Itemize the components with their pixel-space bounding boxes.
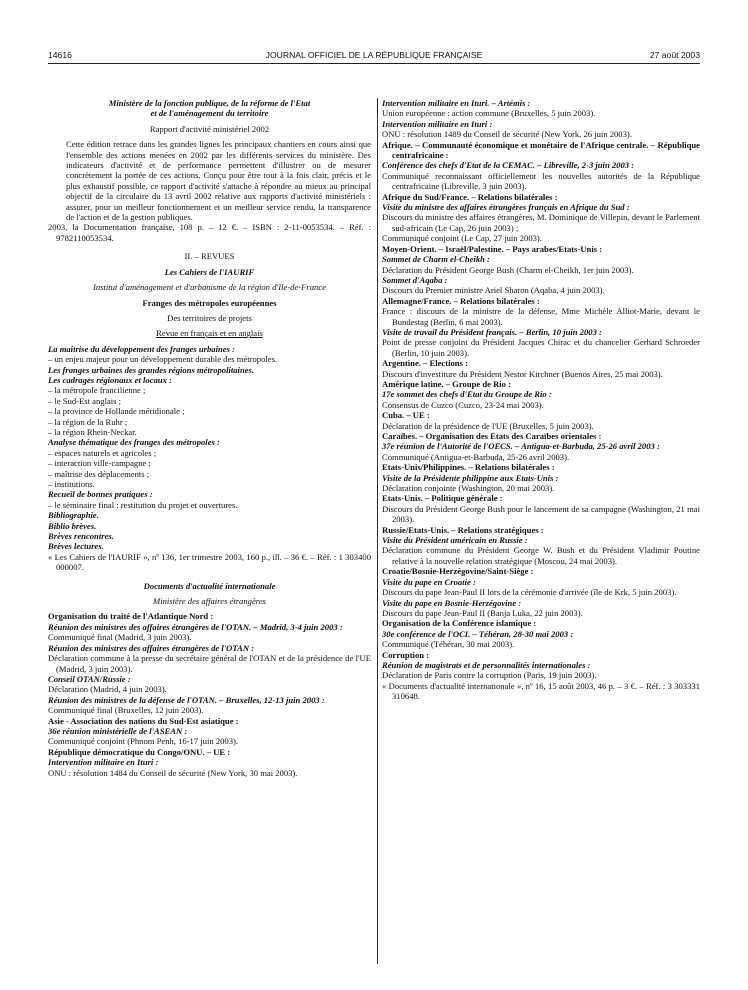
section-title: La maîtrise du développement des franges urbaines : bbox=[48, 343, 235, 354]
column-divider bbox=[377, 98, 378, 964]
entry-item: Consensus de Cuzco (Cuzco, 23-24 mai 2003). bbox=[382, 399, 544, 410]
ministry-heading: Ministère de la fonction publique, de la réforme de l'Etat et de l'aménagement du territoire bbox=[108, 98, 311, 119]
org-heading: Organisation de la Conférence islamique : bbox=[382, 618, 537, 629]
entry-title: Conseil OTAN/Russie : bbox=[48, 673, 131, 684]
entry-item: Communiqué reconnaissant officiellement les nouvelles autorités de la République centrafricaine (Libreville, 3 juin 2003). bbox=[382, 170, 700, 192]
biblio-breves-label: Biblio brèves. bbox=[48, 520, 97, 531]
docs-reference: « Documents d'actualité internationale », nº 16, 15 août 2003, 46 p. – 3 €. – Réf. : 3 303331 310648. bbox=[382, 680, 700, 702]
institute-name: Institut d'aménagement et d'urbanisme de la région d'Ile-de-France bbox=[93, 282, 326, 293]
org-heading: Asie - Association des nations du Sud-Est asiatique : bbox=[48, 715, 239, 726]
list-item: – espaces naturels et agricoles ; bbox=[48, 447, 157, 458]
org-heading: Cuba. – UE : bbox=[382, 410, 430, 421]
ministry-foreign-affairs: Ministère des affaires étrangères bbox=[153, 596, 266, 607]
list-item: – interaction ville-campagne ; bbox=[48, 458, 151, 469]
org-heading: Afrique. – Communauté économique et monétaire de l'Afrique centrale. – République centrafricaine : bbox=[382, 139, 700, 161]
entry-item: Communiqué (Antigua-et-Barbuda, 25-26 avril 2003). bbox=[382, 451, 570, 462]
entry-title: Conférence des chefs d'Etat de la CEMAC. – Libreville, 2-3 juin 2003 : bbox=[382, 160, 635, 171]
org-heading: Caraïbes. – Organisation des Etats des Caraïbes orientales : bbox=[382, 431, 602, 441]
entry-item: Union européenne : action commune (Bruxelles, 5 juin 2003). bbox=[382, 108, 596, 119]
list-item: – la région Rhein-Neckar. bbox=[48, 426, 137, 437]
entry-title: Réunion des ministres de la défense de l'OTAN. – Bruxelles, 12-13 juin 2003 : bbox=[48, 694, 325, 705]
list-item: – un enjeu majeur pour un développement durable des métropoles. bbox=[48, 354, 278, 365]
entry-item: Point de presse conjoint du Président Jacques Chirac et du chancelier Gerhard Schroeder (Berlin, 10 juin 2003). bbox=[382, 337, 700, 358]
entry-item: Communiqué final (Madrid, 3 juin 2003). bbox=[48, 632, 192, 643]
entry-item: Discours d'investiture du Président Nestor Kirchner (Buenos Aires, 25 mai 2003). bbox=[382, 368, 663, 379]
franges-title: Franges des métropoles européennes bbox=[142, 297, 277, 308]
org-heading: Allemagne/France. – Relations bilatérales : bbox=[382, 295, 540, 306]
list-item: – institutions. bbox=[48, 479, 95, 489]
entry-title: 30e conférence de l'OCI. – Téhéran, 28-30 mai 2003 : bbox=[382, 628, 574, 639]
entry-item: Déclaration conjointe (Washington, 20 mai 2003). bbox=[382, 483, 555, 494]
report-reference: 2003, la Documentation française, 108 p. – 12 €. – ISBN : 2-11-0053534. – Réf. : 9782110053534. bbox=[48, 222, 371, 243]
list-item: – la province de Hollande méridionale ; bbox=[48, 406, 185, 417]
entry-title: 37e réunion de l'Autorité de l'OECS. – Antigua-et-Barbuda, 25-26 avril 2003 : bbox=[382, 441, 660, 452]
entry-title: Intervention militaire en Ituri : bbox=[382, 118, 493, 129]
entry-item: ONU : résolution 1484 du Conseil de sécurité (New York, 30 mai 2003). bbox=[48, 767, 298, 778]
list-item: – la métropole francilienne ; bbox=[48, 385, 146, 396]
entry-title: Réunion des ministres des affaires étrangères de l'OTAN. – Madrid, 3-4 juin 2003 : bbox=[48, 621, 343, 632]
publication-date: 27 août 2003 bbox=[649, 50, 700, 60]
entry-title: Visite de la Présidente philippine aux Etats-Unis : bbox=[382, 472, 559, 483]
entry-item: Discours du Premier ministre Ariel Sharon (Aqaba, 4 juin 2003). bbox=[382, 285, 605, 296]
org-heading: Argentine. – Elections : bbox=[382, 358, 468, 369]
list-item: – le séminaire final : restitution du projet et ouvertures. bbox=[48, 499, 238, 510]
org-heading: Etats-Unis/Philippines. – Relations bilatérales : bbox=[382, 462, 555, 473]
report-title: Rapport d'activité ministériel 2002 bbox=[149, 123, 270, 134]
entry-title: Visite du ministre des affaires étrangères français en Afrique du Sud : bbox=[382, 202, 630, 213]
list-item: – maîtrise des déplacements ; bbox=[48, 468, 150, 479]
entry-item: Discours du pape Jean-Paul II lors de la cérémonie d'arrivée (île de Krk, 5 juin 2003). bbox=[382, 587, 677, 598]
journal-title: JOURNAL OFFICIEL DE LA RÉPUBLIQUE FRANÇAISE bbox=[265, 50, 483, 60]
entry-title: Réunion des ministres des affaires étrangères de l'OTAN : bbox=[48, 642, 255, 653]
entry-item: Déclaration commune du Président George W. Bush et du Président Vladimir Poutine relative à la nouvelle relation stratégique (Moscou, 24 mai 2003). bbox=[382, 545, 700, 566]
entry-item: Déclaration commune à la presse du secrétaire général de l'OTAN et de la présidence de l'UE (Madrid, 3 juin 2003). bbox=[48, 653, 371, 674]
page-header bbox=[48, 50, 700, 64]
page-number: 14616 bbox=[48, 50, 72, 60]
list-item: – la région de la Ruhr ; bbox=[48, 416, 128, 427]
header-rule bbox=[48, 63, 700, 64]
entry-item: Déclaration du Président George Bush (Charm el-Cheikh, 1er juin 2003). bbox=[382, 264, 634, 275]
report-description: Cette édition retrace dans les grandes lignes les principaux chantiers en cours ainsi que l'ensemble des actions menées en 2002 par les différents services du ministère. Des indicateurs d'activité et de performance permettent d'illustrer ou de mesurer concrètement la portée de ces actions. Conçu pour être tout à la fois clair, précis et le plus exhaustif possible, ce rapport d'activité s'attache à répondre au mieux au principal objectif de la circulaire du 13 avril 2002 relative aux rapports d'activité ministériels : assurer, pour un meilleur fonctionnement et un meilleur service rendu, la transparence de l'action et de la gestion publiques. bbox=[66, 139, 371, 223]
entry-item: Communiqué final (Bruxelles, 12 juin 2003). bbox=[48, 705, 204, 716]
list-item: – le Sud-Est anglais ; bbox=[48, 395, 122, 406]
entry-item: Déclaration de Paris contre la corruption (Paris, 19 juin 2003). bbox=[382, 670, 597, 681]
cahiers-title: Les Cahiers de l'IAURIF bbox=[164, 266, 255, 277]
entry-item: Déclaration de la présidence de l'UE (Bruxelles, 5 juin 2003). bbox=[382, 420, 594, 431]
entry-title: Intervention militaire en Ituri : bbox=[48, 757, 159, 768]
entry-item: Discours du Président George Bush pour le lancement de sa campagne (Washington, 21 mai 2003). bbox=[382, 503, 700, 525]
org-heading: Corruption : bbox=[382, 649, 430, 660]
org-heading: République démocratique du Congo/ONU. – UE : bbox=[48, 746, 231, 757]
section-title: Les cadrages régionaux et locaux : bbox=[48, 374, 172, 385]
right-column bbox=[382, 98, 700, 702]
entry-title: Intervention militaire en Ituri. – Artémis : bbox=[382, 98, 531, 108]
entry-title: Sommet de Charm el-Cheikh : bbox=[382, 254, 490, 265]
entry-item: Discours du ministre des affaires étrangères, M. Dominique de Villepin, devant le Parlement sud-africain (Le Cap, 26 juin 2003) ; bbox=[382, 212, 700, 233]
entry-item: France : discours de la ministre de la défense, Mme Michèle Alliot-Marie, devant le Bundestag (Berlin, 6 mai 2003). bbox=[382, 306, 700, 327]
org-heading: Afrique du Sud/France. – Relations bilatérales : bbox=[382, 191, 558, 202]
entry-item: ONU : résolution 1489 du Conseil de sécurité (New York, 26 juin 2003). bbox=[382, 129, 632, 140]
org-heading: Russie/Etats-Unis. – Relations stratégiques : bbox=[382, 524, 544, 535]
org-heading: Etats-Unis. – Politique générale : bbox=[382, 493, 503, 504]
section-title: Analyse thématique des franges des métropoles : bbox=[48, 437, 220, 448]
entry-item: Déclaration (Madrid, 4 juin 2003). bbox=[48, 684, 167, 695]
entry-item: Communiqué conjoint (Phnom Penh, 16-17 juin 2003). bbox=[48, 736, 239, 747]
cahiers-reference: « Les Cahiers de l'IAURIF », nº 136, 1er trimestre 2003, 160 p., ill. – 36 €. – Réf. : 1 303400 000007. bbox=[48, 551, 371, 573]
revue-language: Revue en français et en anglais bbox=[156, 328, 263, 339]
left-column bbox=[48, 98, 371, 778]
bibliography-label: Bibliographie. bbox=[48, 510, 99, 521]
org-heading: Amérique latine. – Groupe de Rio : bbox=[382, 378, 511, 389]
section-title: Les franges urbaines des grandes régions métropolitaines. bbox=[48, 364, 255, 375]
entry-title: 36e réunion ministérielle de l'ASEAN : bbox=[48, 725, 188, 736]
territoires-subtitle: Des territoires de projets bbox=[167, 312, 252, 323]
org-heading: Organisation du traité de l'Atlantique Nord : bbox=[48, 611, 214, 622]
entry-item: Communiqué (Téhéran, 30 mai 2003). bbox=[382, 639, 515, 650]
entry-title: Réunion de magistrats et de personnalités internationales : bbox=[382, 659, 591, 670]
entry-title: Visite du pape en Croatie : bbox=[382, 576, 476, 587]
revues-heading: II. – REVUES bbox=[184, 251, 235, 262]
entry-title: Sommet d'Aqaba : bbox=[382, 274, 448, 285]
section-title: Recueil de bonnes pratiques : bbox=[48, 489, 153, 500]
org-heading: Moyen-Orient. – Israël/Palestine. – Pays arabes/Etats-Unis : bbox=[382, 243, 603, 254]
entry-title: 17e sommet des chefs d'Etat du Groupe de Rio : bbox=[382, 389, 552, 400]
docs-title: Documents d'actualité internationale bbox=[143, 580, 276, 591]
org-heading: Croatie/Bosnie-Herzégovine/Saint-Siège : bbox=[382, 566, 534, 577]
breves-lectures-label: Brèves lectures. bbox=[48, 541, 104, 552]
entry-title: Visite du pape en Bosnie-Herzégovine : bbox=[382, 597, 522, 608]
breves-rencontres-label: Brèves rencontres. bbox=[48, 531, 114, 542]
entry-title: Visite du Président américain en Russie : bbox=[382, 535, 528, 546]
entry-item: Communiqué conjoint (Le Cap, 27 juin 2003). bbox=[382, 233, 542, 244]
entry-title: Visite de travail du Président français. – Berlin, 10 juin 2003 : bbox=[382, 326, 602, 337]
entry-item: Discours du pape Jean-Paul II (Banja Luka, 22 juin 2003). bbox=[382, 607, 583, 618]
